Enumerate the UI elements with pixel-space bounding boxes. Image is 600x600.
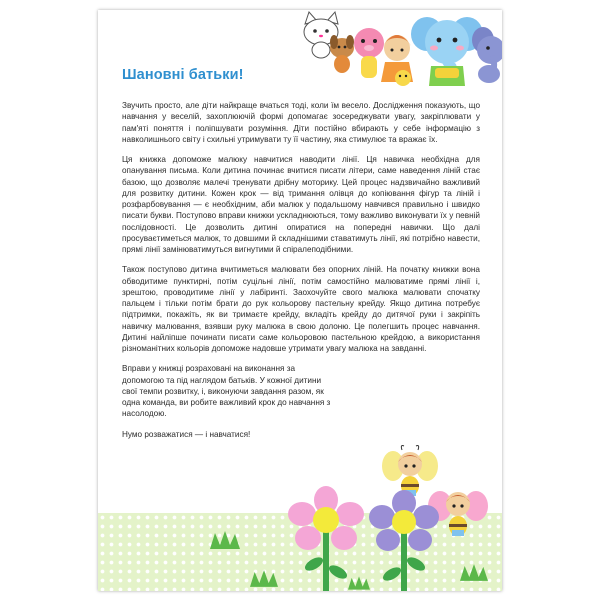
chick-icon (395, 70, 411, 86)
book-page (98, 10, 502, 591)
page-title: Шановні батьки! (122, 67, 244, 83)
paragraph: Звучить просто, але діти найкраще вчаться тоді, коли їм весело. Дослідження показують, що навчання у веселій, захоплюючій формі допомагає зосереджувати увагу, закріплювати у пам'яті поняття і поліпшувати розуміння. Діти постійно вбирають у себе інформацію з навколишнього світу і схильні утримувати ту її частину, яка стимулює та вражає їх. (122, 101, 480, 144)
paragraph: Нумо розважатися — і навчатися! (122, 429, 251, 439)
grass-tuft-icon (460, 564, 488, 581)
elephant-icon (411, 17, 483, 86)
small-elephant-icon (472, 27, 502, 83)
dog-icon (330, 35, 354, 73)
grass-tuft-icon (348, 576, 370, 590)
pig-icon (354, 28, 384, 78)
grass-tuft-icon (210, 531, 240, 549)
paragraph: Ця книжка допоможе малюку навчитися наводити лінії. Ця навичка необхідна для опанування письма. Коли дитина починає вчитися писати літери, саме наведення ліній стає базою, що дозволяє малечі тренувати дрібну моторику. Цей процес надзвичайно важливий для розвитку дитини. Кожен крок — від тримання олівця до копіювання фігур та ліній і розфарбовування — є необхідним, аби малюк у подальшому навчився правильно і швидко писати букви. Поступово вправи книжки ускладнюються, тому важливо виконувати їх у певній послідовності. Це дозволить дитині опиратися на попередні навички. Що далі просуваєтиметься малюк, то довшими й складнішими ставатимуть лінії, які потрібно навести, прямі лінії замінюватимуться вигнутими й спіралеподібними. (122, 155, 480, 254)
purple-flower-icon (370, 490, 438, 591)
paragraph: Також поступово дитина вчитиметься малювати без опорних ліній. На початку книжки вона обводитиме пунктирні, потім суцільні лінії, потім самостійно малюватиме прямі лінії і, зрештою, проводитиме лінії у лабіринті. Заохочуйте свого малюка малювати спочатку пальцем і тільки потім брати до рук кольорову пастельну крейду. Якщо дитина потребує підтримки, покажіть, як ви тримаєте крейду, вкладіть крейду до дитячої руки і закріпіть навичку малювання, взявши руку малюка в свою долоню. Це полегшить процес навчання. Дитині найліпше починати писати саме кольоровою пастельною крейдою, а використання різноманітних кольорів допоможе надовше утримати увагу малюка на завданні. (122, 265, 480, 353)
paragraph: Вправи у книжці розраховані на виконання за допомогою та під наглядом батьків. У кожної дитини свої темпи розвитку, і, виконуючи завдання разом, як одна команда, ви робите важливий крок до навчання з насолодою. (122, 364, 331, 419)
grass-tuft-icon (250, 570, 278, 587)
animals-group (297, 10, 502, 90)
body-text (122, 100, 480, 440)
